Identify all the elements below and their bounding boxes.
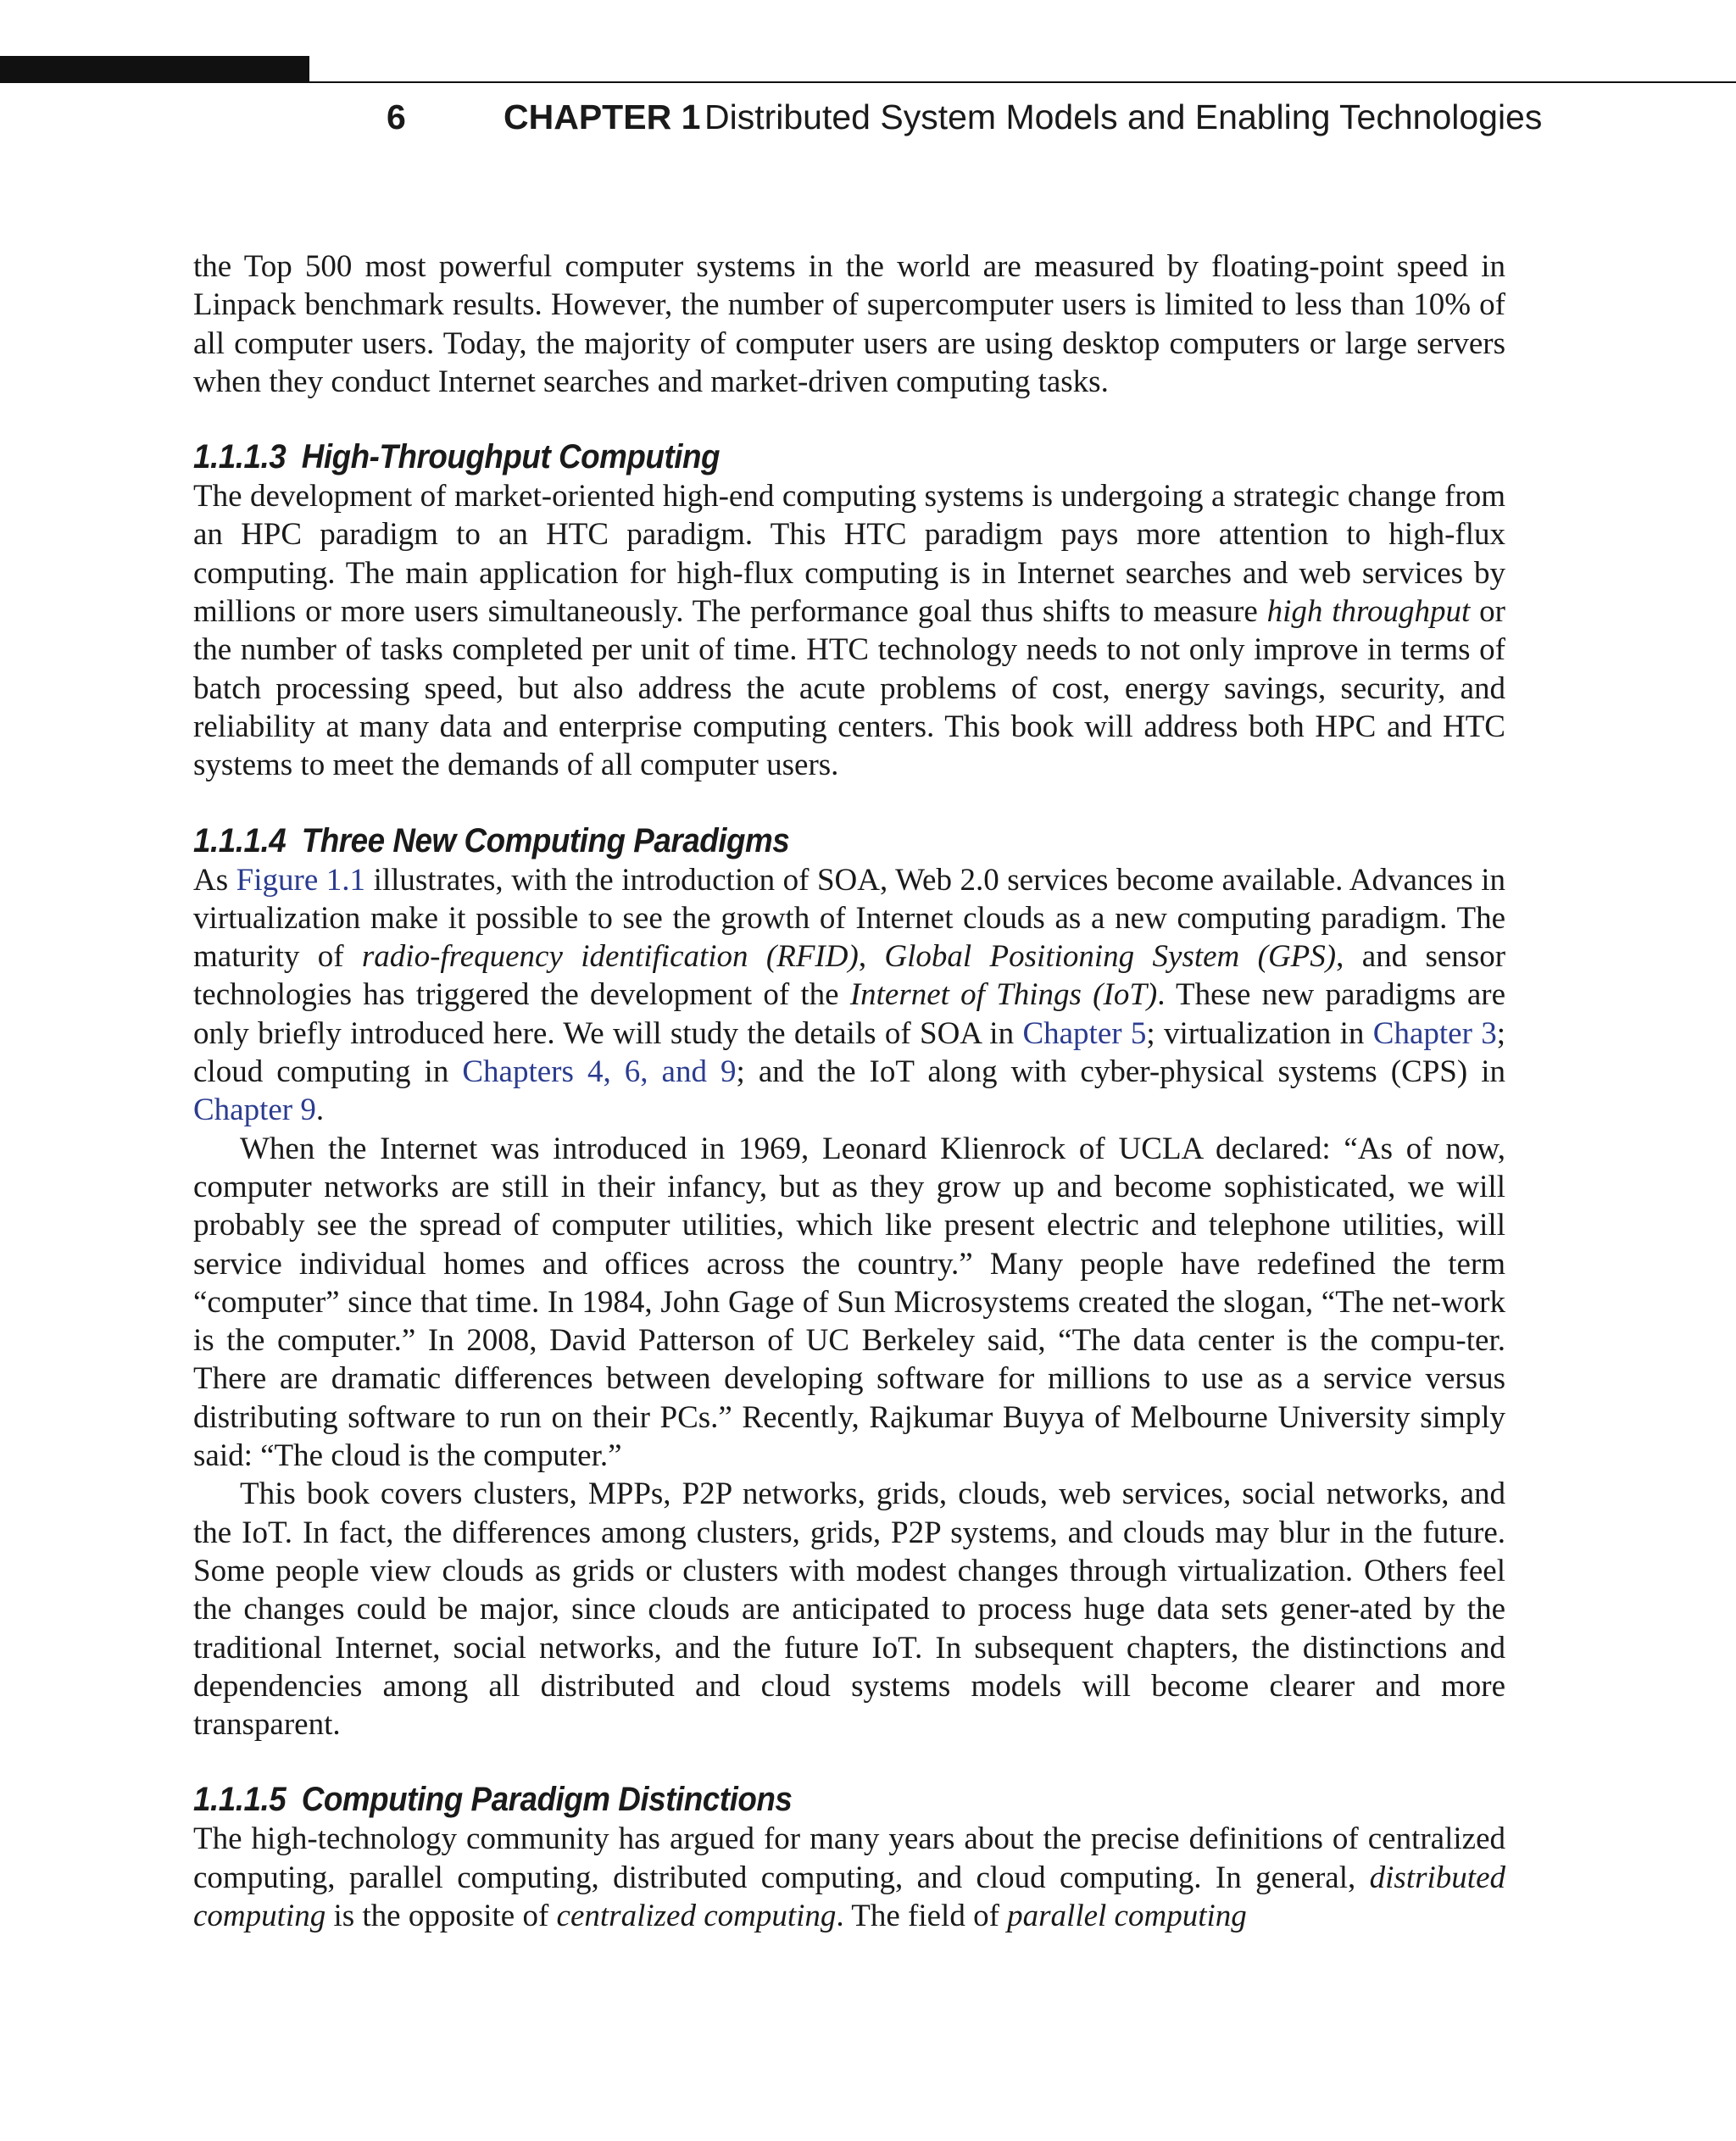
text-run: , and sensor technologies has triggered the development of the: [193, 939, 1506, 1013]
page-number: 6: [387, 97, 406, 136]
text-run: or the number of tasks completed per unit of time. HTC technology needs to not only improve in terms of batch processing speed, but also address the acute problems of cost, energy savings, security, and reliability at many data and enterprise computing centers. This book will address both HPC and HTC systems to meet the demands of all computer users.: [193, 594, 1505, 783]
text-run: ,: [858, 939, 885, 975]
paragraph-internet-history: When the Internet was introduced in 1969, Leonard Klienrock of UCLA declared: “As of now, computer networks are still in their infancy, but as they grow up and become sophisticated, we will probably see the spread of computer utilities, which like present electric and telephone utilities, will service individual homes and offices across the country.” Many people have redefined the term “computer” since that time. In 1984, John Gage of Sun Microsystems created the slogan, “The net-work is the computer.” In 2008, David Patterson of UC Berkeley said, “The data center is the compu-ter. There are dramatic differences between developing software for millions to use as a service versus distributing software to run on their PCs.” Recently, Rajkumar Buyya of Melbourne University simply said: “The cloud is the computer.”: [193, 1131, 1505, 1474]
section-heading-1115: [193, 1779, 1400, 1820]
emphasis: parallel computing: [1007, 1898, 1247, 1933]
section-heading-1114: [193, 820, 1400, 861]
section-title: Computing Paradigm Distinctions: [301, 1781, 793, 1819]
emphasis: centralized computing: [556, 1898, 837, 1933]
chapters-4-6-9-link[interactable]: Chapters 4, 6, and 9: [462, 1054, 737, 1090]
text-run: . The field of: [836, 1898, 1008, 1933]
chapter-title: Distributed System Models and Enabling Technologies: [704, 97, 1543, 136]
emphasis: radio-frequency identification (RFID): [361, 939, 859, 975]
text-run: The development of market-oriented high-end computing systems is undergoing a strategic change from an HPC paradigm to an HTC paradigm. This HTC paradigm pays more attention to high-flux computing. The main application for high-flux computing is in Internet searches and web services by millions or more users simultaneously. The performance goal thus shifts to measure: [193, 479, 1505, 630]
figure-1-1-link[interactable]: Figure 1.1: [236, 862, 366, 898]
text-run: The high-technology community has argued for many years about the precise definitions of centralized computing, parallel computing, distributed computing, and cloud computing. In general,: [193, 1821, 1505, 1895]
text-run: . These new paradigms are only briefly introduced here. We will study the details of SOA in: [193, 977, 1506, 1051]
chapter-5-link[interactable]: Chapter 5: [1022, 1015, 1147, 1051]
emphasis: distributed computing: [193, 1860, 1505, 1933]
section-title: High-Throughput Computing: [301, 438, 721, 476]
chapter-label: CHAPTER 1: [504, 97, 701, 136]
paragraph-book-coverage: This book covers clusters, MPPs, P2P networks, grids, clouds, web services, social networks, and the IoT. In fact, the differences among clusters, grids, P2P systems, and clouds may blur in the future. Some people view clouds as grids or clusters with modest changes through virtualization. Others feel the changes could be major, since clouds are anticipated to process huge data sets gener-ated by the traditional Internet, social networks, and the future IoT. In subsequent chapters, the distinctions and dependencies among all distributed and cloud systems models will become clearer and more transparent.: [193, 1476, 1505, 1743]
intro-paragraph: the Top 500 most powerful computer systems in the world are measured by floating-point speed in Linpack benchmark results. However, the number of supercomputer users is limited to less than 10% of all computer users. Today, the majority of computer users are using desktop computers or large servers when they conduct Internet searches and market-driven computing tasks.: [193, 249, 1505, 399]
emphasis: high throughput: [1266, 594, 1471, 630]
header-bar: [0, 56, 309, 83]
paragraph-htc: [193, 477, 1505, 784]
section-heading-1113: [193, 437, 1400, 477]
emphasis: Internet of Things (IoT): [849, 977, 1158, 1013]
chapter-9-link[interactable]: Chapter 9: [193, 1093, 316, 1128]
text-run: .: [315, 1093, 325, 1128]
section-number: 1.1.1.5: [193, 1781, 287, 1819]
chapter-3-link[interactable]: Chapter 3: [1372, 1015, 1497, 1051]
page-body: [193, 247, 1505, 1935]
text-run: ; cloud computing in: [193, 1015, 1506, 1090]
paragraph-paradigms: [193, 861, 1505, 1130]
paragraph-distinctions: [193, 1820, 1505, 1935]
emphasis: Global Positioning System (GPS): [884, 939, 1337, 975]
section-title: Three New Computing Paradigms: [301, 821, 790, 859]
text-run: ; and the IoT along with cyber-physical systems (CPS) in: [736, 1054, 1506, 1090]
header-rule: [309, 81, 1736, 83]
text-run: As: [193, 862, 236, 898]
text-run: is the opposite of: [326, 1898, 557, 1933]
text-run: ; virtualization in: [1146, 1015, 1373, 1051]
section-number: 1.1.1.4: [193, 821, 287, 859]
text-run: illustrates, with the introduction of SOA, Web 2.0 services become available. Advances in virtualization make it possible to see the growth of Internet clouds as a new computing paradigm. The maturity of: [193, 862, 1505, 975]
section-number: 1.1.1.3: [193, 438, 287, 476]
